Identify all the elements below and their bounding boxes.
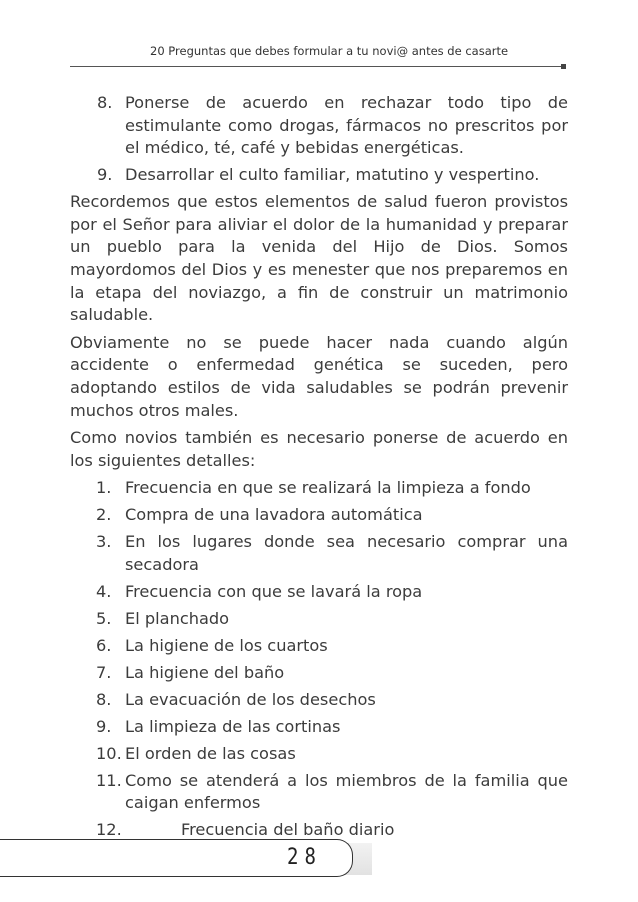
list-item-text: La higiene del baño [125, 662, 285, 682]
list-item-number: 2. [96, 505, 112, 525]
list-item [70, 608, 568, 631]
list-item-number: 11. [96, 770, 122, 790]
header-rule [70, 66, 561, 67]
list-item-text: Como se atenderá a los miembros de la familia que caigan enfermos [125, 770, 568, 813]
list-item [70, 477, 568, 500]
header-rule-end-mark [561, 64, 566, 69]
paragraph-agreement-intro: Como novios también es necesario ponerse de acuerdo en los siguientes detalles: [70, 428, 568, 470]
list-item [70, 662, 568, 685]
paragraph-health-stewardship: Recordemos que estos elementos de salud fueron provistos por el Señor para aliviar el dolor de la humanidad y preparar un pueblo para la venida del Hijo de Dios. Somos mayordomos del Dios y es menester que nos preparemos en la etapa del noviazgo, a fin de construir un matrimonio saludable. [70, 192, 568, 325]
list-item-number: 10. [96, 743, 122, 763]
list-item-text: La limpieza de las cortinas [125, 716, 341, 736]
list-item-text: La evacuación de los desechos [125, 689, 376, 709]
list-item-text: El planchado [125, 608, 230, 628]
list-item-text: Frecuencia con que se lavará la ropa [125, 581, 423, 601]
list-item-text: La higiene de los cuartos [125, 635, 328, 655]
list-item [70, 743, 568, 766]
list-item [70, 164, 568, 187]
list-item-text: El orden de las cosas [125, 743, 296, 763]
list-item-number: 12. [96, 820, 122, 840]
list-item-number: 3. [96, 532, 112, 552]
list-item [70, 635, 568, 658]
list-item-number: 6. [96, 635, 112, 655]
list-item-number: 8. [96, 689, 112, 709]
list-item-number: 7. [96, 662, 112, 682]
list-item [70, 689, 568, 712]
list-item [70, 504, 568, 527]
list-item-text: Ponerse de acuerdo en rechazar todo tipo de estimulante como drogas, fármacos no prescritos por el médico, té, café y bebidas energéticas. [125, 93, 568, 158]
list-item [70, 531, 568, 576]
list-item [70, 92, 568, 160]
list-item-number: 8. [97, 93, 113, 112]
page-number: 28 [287, 844, 322, 870]
list-item-text: Frecuencia del baño diario [181, 820, 395, 840]
list-item-number: 5. [96, 608, 112, 628]
top-list [70, 92, 568, 187]
page-body [70, 92, 568, 873]
list-item [70, 716, 568, 739]
list-item-number: 9. [97, 165, 113, 185]
list-item-number: 1. [96, 478, 112, 498]
list-item-text: Compra de una lavadora automática [125, 505, 423, 525]
list-item-number: 4. [96, 581, 112, 601]
list-item-text: En los lugares donde sea necesario comprar una secadora [125, 532, 568, 574]
list-item-number: 9. [96, 716, 112, 736]
list-item-text: Frecuencia en que se realizará la limpieza a fondo [125, 478, 531, 498]
paragraph-prevention: Obviamente no se puede hacer nada cuando algún accidente o enfermedad genética se suceden, pero adoptando estilos de vida saludables se podrán prevenir muchos otros males. [70, 332, 568, 420]
running-header: 20 Preguntas que debes formular a tu novi@ antes de casarte [150, 44, 509, 58]
list-item-text: Desarrollar el culto familiar, matutino y vespertino. [125, 165, 540, 185]
list-item [70, 581, 568, 604]
list-item [70, 770, 568, 815]
details-list [70, 477, 568, 869]
